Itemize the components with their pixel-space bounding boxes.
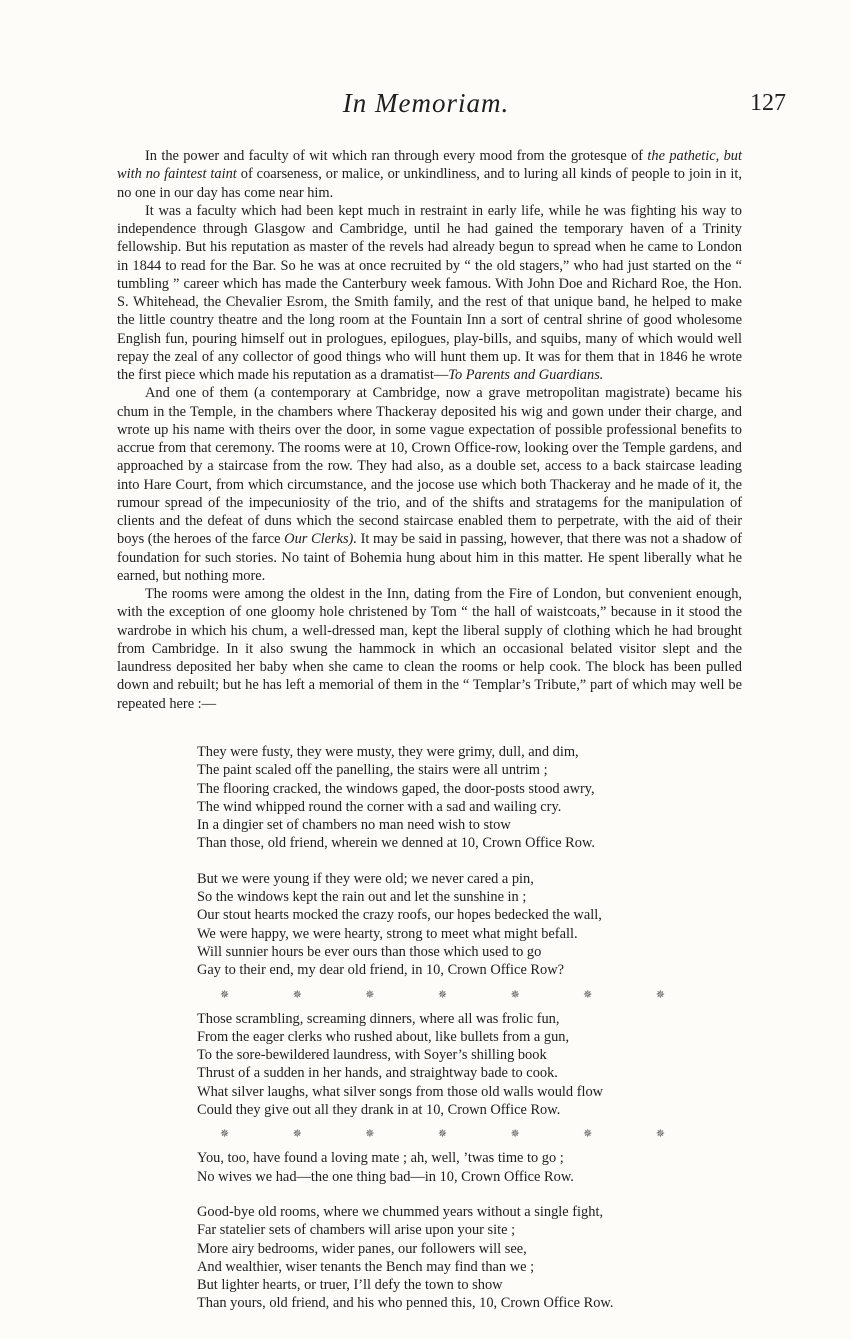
star-icon: ✵ bbox=[220, 1128, 230, 1141]
poem-line: More airy bedrooms, wider panes, our followers will see, bbox=[197, 1240, 527, 1257]
poem-line: To the sore-bewildered laundress, with Soyer’s shilling book bbox=[197, 1047, 547, 1064]
poem-line: So the windows kept the rain out and let the sunshine in ; bbox=[197, 889, 527, 906]
poem-line: We were happy, we were hearty, strong to meet what might befall. bbox=[197, 925, 578, 942]
play-title: To Parents and Guardians. bbox=[448, 367, 604, 383]
paragraph-2-text: It was a faculty which had been kept much in restraint in early life, while he was fighting his way to independence through Glasgow and Cambridge, until he had gained the temporary haven of a Trinity fellowship. But his reputation as master of the revels had already begun to spread when he came to London in 1844 to read for the Bar. So he was at once recruited by “ the old stagers,” who had just started on the “ tumbling ” career which has made the Canterbury week famous. With John Doe and Richard Roe, the Hon. S. Whitehead, the Chevalier Esrom, the Smith family, and the rest of that unique band, he helped to make the little country theatre and the long room at the Fountain Inn a sort of central shrine of good wholesome English fun, pouring himself out in prologues, epilogues, play-bills, and squibs, many of which would well repay the zeal of any collector of good things who will hunt them up. It was for them that in 1846 he wrote the first piece which made his reputation as a dramatist— bbox=[117, 202, 742, 383]
star-icon: ✵ bbox=[292, 1128, 302, 1141]
poem-line: Good-bye old rooms, where we chummed years without a single fight, bbox=[197, 1203, 604, 1220]
star-icon: ✵ bbox=[220, 988, 230, 1001]
paragraph-1-text: In the power and faculty of wit which ran through every mood from the grotesque of the pathetic, but with no faintest taint of coarseness, or malice, or unkindliness, and to luring all kinds of people to join in it, no one in our day has come near him. bbox=[117, 148, 742, 201]
star-icon: ✵ bbox=[292, 988, 302, 1001]
poem-line: You, too, have found a loving mate ; ah, well, ’twas time to go ; bbox=[197, 1150, 564, 1167]
poem-stanza-3 bbox=[197, 1010, 717, 1120]
farce-title: Our Clerks). bbox=[284, 531, 357, 548]
star-icon: ✵ bbox=[655, 1128, 665, 1141]
poem-line: No wives we had—the one thing bad—in 10, Crown Office Row. bbox=[197, 1168, 574, 1185]
poem-line: Our stout hearts mocked the crazy roofs, our hopes bedecked the wall, bbox=[197, 907, 602, 924]
prose-body bbox=[117, 147, 742, 713]
paragraph-3-text-end: It may be said in passing, however, that there was not a shadow of foundation for such stories. No taint of Bohemia hung about him in this matter. He spent liberally what he earned, but nothing more. bbox=[117, 531, 742, 584]
star-icon: ✵ bbox=[583, 1128, 593, 1141]
running-title: In Memoriam. bbox=[342, 88, 510, 118]
ornament-stars-2 bbox=[220, 1127, 665, 1141]
poem-stanza-4 bbox=[197, 1149, 717, 1186]
poem-line: Will sunnier hours be ever ours than those which used to go bbox=[197, 943, 542, 960]
running-head bbox=[0, 88, 852, 128]
star-icon: ✵ bbox=[437, 988, 448, 1001]
star-icon: ✵ bbox=[365, 988, 375, 1001]
poem-line: Those scrambling, screaming dinners, where all was frolic fun, bbox=[197, 1010, 560, 1027]
poem-line: Thrust of a sudden in her hands, and straightway bade to cook. bbox=[197, 1065, 558, 1082]
poem-line: What silver laughs, what silver songs from those old walls would flow bbox=[197, 1083, 604, 1100]
paragraph-3-text: And one of them (a contemporary at Cambridge, now a grave metropolitan magistrate) became his chum in the Temple, in the chambers where Thackeray deposited his wig and gown under their charge, and wrote up his name with theirs over the door, in some vague expectation of possible professional benefits to accrue from that ceremony. The rooms were at 10, Crown Office-row, looking over the Temple gardens, and approached by a staircase from the row. They had also, as a double set, access to a back staircase leading into Hare Court, from which circumstance, and the jocose use which both Thackeray and he made of it, the rumour spread of the impecuniosity of the trio, and of the shifts and stratagems for the manipulation of clients and the defeat of duns which the second staircase enabled them to perpetrate, with the aid of their boys (the heroes of the farce bbox=[117, 385, 742, 548]
poem-line: From the eager clerks who rushed about, like bullets from a gun, bbox=[197, 1028, 570, 1045]
star-icon: ✵ bbox=[655, 988, 665, 1001]
page-number: 127 bbox=[750, 90, 786, 116]
paragraph-3 bbox=[117, 384, 742, 585]
poem-line: Could they give out all they drank in at 10, Crown Office Row. bbox=[197, 1102, 561, 1119]
poem-line: Than yours, old friend, and his who penned this, 10, Crown Office Row. bbox=[197, 1295, 614, 1312]
star-icon: ✵ bbox=[437, 1128, 448, 1141]
poem bbox=[197, 743, 717, 1330]
paragraph-1 bbox=[117, 147, 742, 202]
poem-line: They were fusty, they were musty, they were grimy, dull, and dim, bbox=[197, 744, 579, 760]
star-icon: ✵ bbox=[583, 988, 593, 1001]
star-icon: ✵ bbox=[365, 1128, 375, 1141]
poem-stanza-2 bbox=[197, 870, 717, 980]
poem-line: Than those, old friend, wherein we denned at 10, Crown Office Row. bbox=[197, 835, 596, 852]
poem-line: In a dingier set of chambers no man need wish to stow bbox=[197, 817, 511, 834]
poem-line: But lighter hearts, or truer, I’ll defy the town to show bbox=[197, 1277, 503, 1294]
poem-line: But we were young if they were old; we never cared a pin, bbox=[197, 870, 534, 887]
star-icon: ✵ bbox=[510, 1128, 520, 1141]
paragraph-4 bbox=[117, 585, 742, 713]
poem-stanza-5 bbox=[197, 1203, 717, 1313]
paragraph-4-text: The rooms were among the oldest in the Inn, dating from the Fire of London, but convenient enough, with the exception of one gloomy hole christened by Tom “ the hall of waistcoats,” because in it stood the wardrobe in which his chum, a well-dressed man, kept the liberal supply of clothing which he had brought from Cambridge. In it also swung the hammock in which an occasional belated visitor slept and the laundress deposited her baby when she came to clean the rooms or help cook. The block has been pulled down and rebuilt; but he has left a memorial of them in the “ Templar’s Tribute,” part of which may well be repeated here :— bbox=[117, 586, 742, 712]
italic-phrase: the pathetic, but with no faintest taint bbox=[117, 148, 742, 183]
ornament-stars-1 bbox=[220, 988, 665, 1002]
poem-line: The flooring cracked, the windows gaped, the door-posts stood awry, bbox=[197, 780, 595, 797]
paragraph-2 bbox=[117, 202, 742, 385]
poem-line: Gay to their end, my dear old friend, in 10, Crown Office Row? bbox=[197, 962, 565, 979]
poem-line: The paint scaled off the panelling, the stairs were all untrim ; bbox=[197, 762, 548, 779]
poem-stanza-1 bbox=[197, 743, 717, 853]
poem-line: Far statelier sets of chambers will arise upon your site ; bbox=[197, 1222, 516, 1239]
poem-line: The wind whipped round the corner with a sad and wailing cry. bbox=[197, 798, 562, 815]
star-icon: ✵ bbox=[510, 988, 520, 1001]
poem-line: And wealthier, wiser tenants the Bench may find than we ; bbox=[197, 1258, 535, 1275]
